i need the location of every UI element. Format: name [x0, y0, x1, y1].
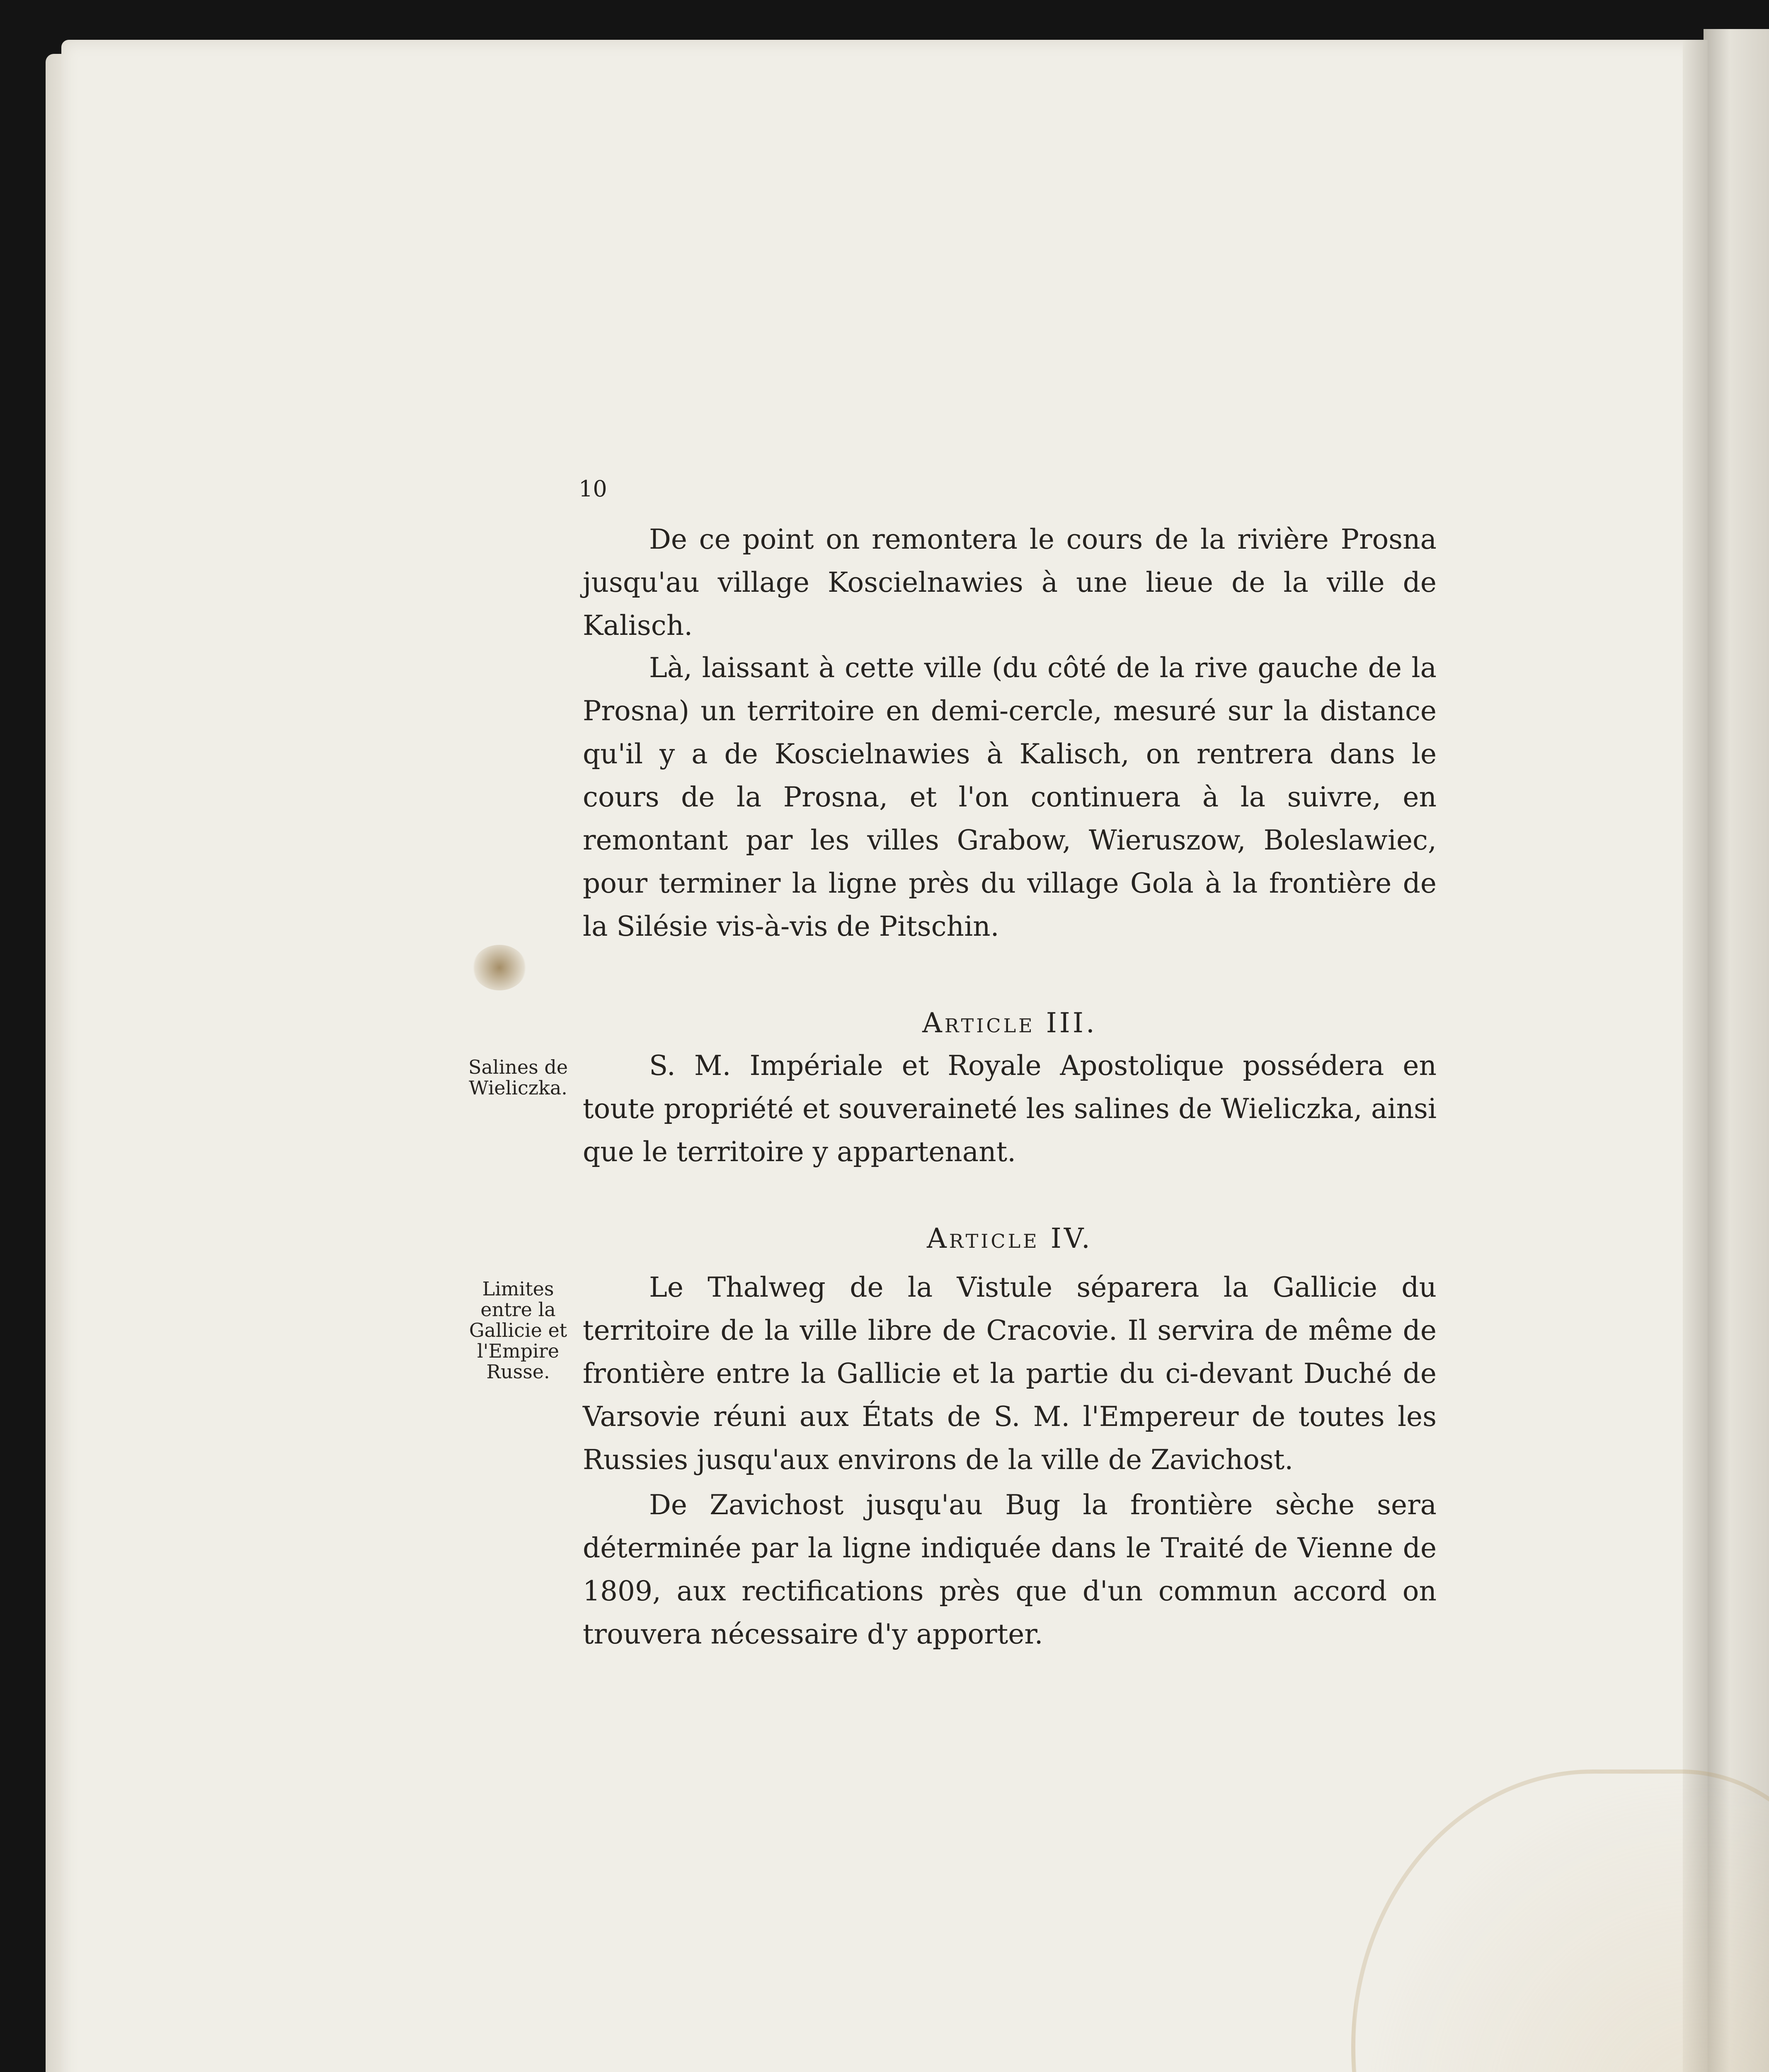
book-gutter	[1683, 40, 1708, 2072]
paragraph-2: Là, laissant à cette ville (du côté de la rive gauche de la Prosna) un territoire en demi-cercle, mesuré sur la distance qu'il y a de Koscielnawies à Kalisch, on rentrera dans le cours de la Prosna, et l'on continuera à la suivre, en remontant par les villes Grabow, Wieruszow, Boleslawiec, pour terminer la ligne près du village Gola à la frontière de la Silésie vis-à-vis de Pitschin.	[583, 652, 1437, 942]
article-4-heading-word: Article	[927, 1222, 1040, 1254]
article-3-heading	[583, 1007, 1437, 1039]
article-4-paragraph-2: De Zavichost jusqu'au Bug la frontière sèche sera déterminée par la ligne indiquée dans le Traité de Vienne de 1809, aux rectifications près que d'un commun accord on trouvera nécessaire d'y apporter.	[583, 1489, 1437, 1650]
page-number: 10	[579, 476, 607, 502]
article-4-heading	[583, 1222, 1437, 1254]
article-3-margin-note: Salines de Wieliczka.	[468, 1056, 568, 1099]
article-3-paragraph: S. M. Impériale et Royale Apostolique possédera en toute propriété et souveraineté les salines de Wieliczka, ainsi que le territoire y appartenant.	[583, 1050, 1437, 1168]
article-3-heading-number: III.	[1046, 1007, 1097, 1039]
adjacent-page-edge	[1704, 29, 1769, 2072]
paragraph-1: De ce point on remontera le cours de la rivière Prosna jusqu'au village Koscielnawies à une lieue de la ville de Kalisch.	[583, 523, 1437, 641]
article-4-paragraph-1: Le Thalweg de la Vistule séparera la Gallicie du territoire de la ville libre de Cracovie. Il servira de même de frontière entre la Gallicie et la partie du ci-devant Duché de Varsovie réuni aux États de S. M. l'Empereur de toutes les Russies jusqu'aux environs de la ville de Zavichost.	[583, 1271, 1437, 1476]
article-4-margin-note: Limites entre la Gallicie et l'Empire Russe.	[469, 1278, 567, 1383]
article-3-heading-word: Article	[922, 1007, 1035, 1039]
ink-stain	[473, 945, 526, 990]
article-4-heading-number: IV.	[1050, 1222, 1093, 1254]
